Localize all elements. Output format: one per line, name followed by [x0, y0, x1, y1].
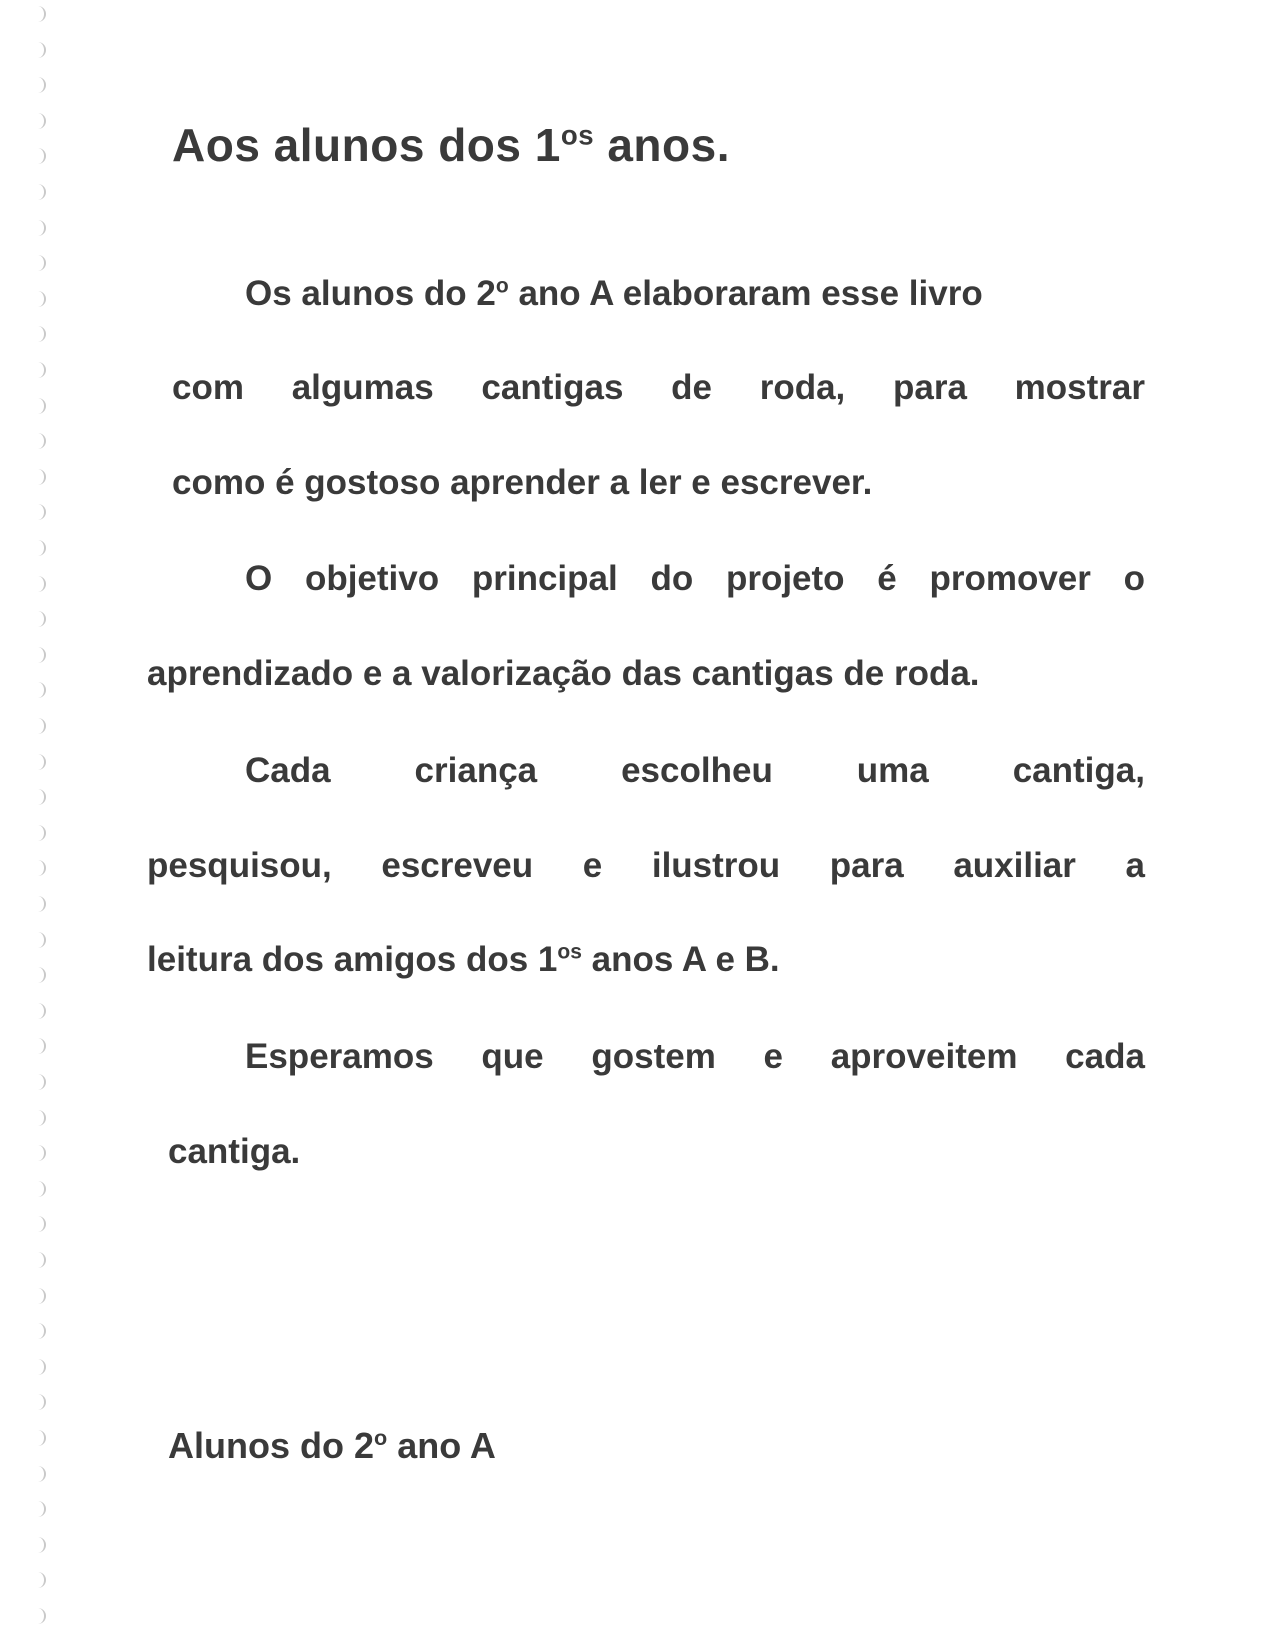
binding-hole: [32, 184, 46, 200]
binding-hole: [32, 362, 46, 378]
binding-hole: [32, 860, 46, 876]
binding-hole: [32, 1288, 46, 1304]
binding-hole: [32, 6, 46, 22]
binding-hole: [32, 647, 46, 663]
binding-hole: [32, 1608, 46, 1624]
paragraph-2-line-2: aprendizado e a valorização das cantigas de roda.: [147, 654, 980, 693]
binding-hole: [32, 255, 46, 271]
binding-hole: [32, 148, 46, 164]
binding-hole: [32, 433, 46, 449]
binding-hole: [32, 1394, 46, 1410]
paragraph-3-line-3: leitura dos amigos dos $1^{os}$ anos A e B.: [147, 940, 780, 979]
binding-hole: [32, 398, 46, 414]
binding-hole: [32, 932, 46, 948]
binding-hole: [32, 1038, 46, 1054]
binding-hole: [32, 220, 46, 236]
paragraph-3-line-1: Cada criança escolheu uma cantiga,: [245, 751, 1145, 790]
paragraph-1-line-1: Os alunos do 2$^o$ ano A elaboraram esse livro: [245, 274, 983, 313]
binding-hole: [32, 291, 46, 307]
binding-hole: [32, 1359, 46, 1375]
binding-hole: [32, 825, 46, 841]
binding-hole: [32, 682, 46, 698]
paragraph-1-line-2: com algumas cantigas de roda, para mostrar: [172, 368, 1145, 407]
binding-hole: [32, 42, 46, 58]
binding-hole: [32, 1074, 46, 1090]
signature: Alunos do 2$^o$ ano A: [168, 1425, 496, 1466]
binding-hole: [32, 1323, 46, 1339]
binding-hole: [32, 576, 46, 592]
binding-hole: [32, 1572, 46, 1588]
page-title: Aos alunos dos $1^{os}$ anos.: [172, 119, 730, 171]
binding-holes: [18, 0, 58, 1648]
paragraph-2-line-1: O objetivo principal do projeto é promover o: [245, 559, 1145, 598]
binding-hole: [32, 1537, 46, 1553]
binding-hole: [32, 718, 46, 734]
binding-hole: [32, 1145, 46, 1161]
paragraph-4-line-2: cantiga.: [168, 1132, 301, 1171]
binding-hole: [32, 611, 46, 627]
binding-hole: [32, 967, 46, 983]
binding-hole: [32, 1181, 46, 1197]
binding-hole: [32, 77, 46, 93]
binding-hole: [32, 326, 46, 342]
paragraph-4-line-1: Esperamos que gostem e aproveitem cada: [245, 1037, 1145, 1076]
binding-hole: [32, 896, 46, 912]
binding-hole: [32, 1501, 46, 1517]
binding-hole: [32, 504, 46, 520]
binding-hole: [32, 1216, 46, 1232]
binding-hole: [32, 754, 46, 770]
binding-hole: [32, 540, 46, 556]
paragraph-1-line-3: como é gostoso aprender a ler e escrever.: [172, 463, 873, 502]
binding-hole: [32, 1252, 46, 1268]
binding-hole: [32, 469, 46, 485]
paragraph-3-line-2: pesquisou, escreveu e ilustrou para auxiliar a: [147, 846, 1145, 885]
binding-hole: [32, 1110, 46, 1126]
binding-hole: [32, 113, 46, 129]
binding-hole: [32, 1003, 46, 1019]
binding-hole: [32, 789, 46, 805]
binding-hole: [32, 1430, 46, 1446]
binding-hole: [32, 1466, 46, 1482]
